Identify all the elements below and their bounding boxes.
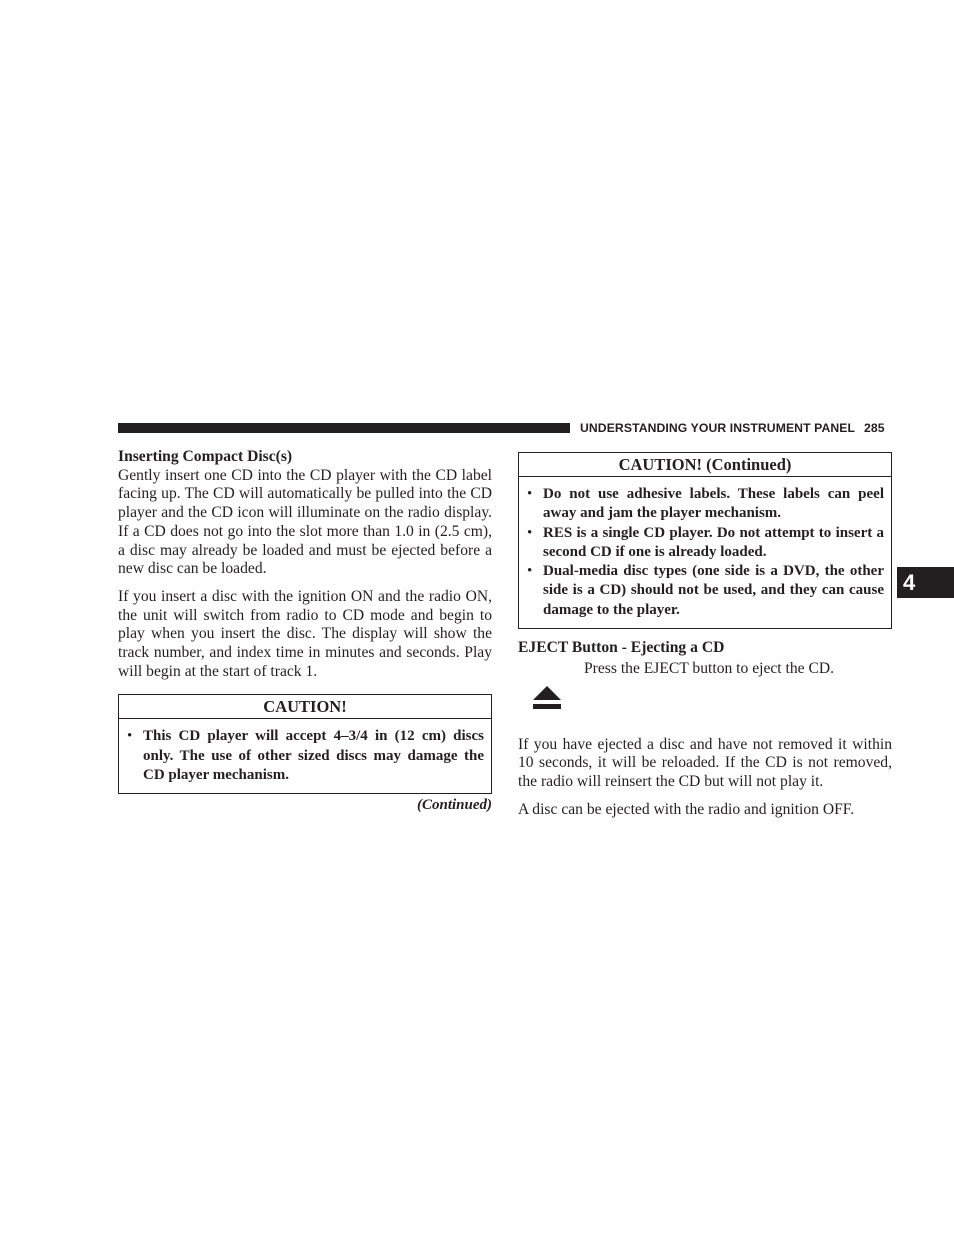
caution-box bbox=[518, 452, 892, 629]
caution-item: • Dual-media disc types (one side is a DVD, the other side is a CD) should not be used, and they can cause damage to the player. bbox=[543, 562, 884, 620]
caution-title: CAUTION! bbox=[119, 695, 491, 719]
chapter-tab: 4 bbox=[897, 567, 954, 598]
page-number: 285 bbox=[864, 421, 885, 435]
caution-item: • This CD player will accept 4–3/4 in (12 cm) discs only. The use of other sized discs may damage the CD player mechanism. bbox=[143, 727, 484, 785]
eject-instruction: Press the EJECT button to eject the CD. bbox=[584, 659, 835, 677]
caution-item: • Do not use adhesive labels. These labels can peel away and jam the player mechanism. bbox=[543, 485, 884, 524]
caution-list bbox=[119, 719, 491, 793]
left-column bbox=[118, 448, 492, 814]
caution-item: • RES is a single CD player. Do not attempt to insert a second CD if one is already loaded. bbox=[543, 524, 884, 563]
caution-list bbox=[519, 477, 891, 628]
paragraph: Gently insert one CD into the CD player with the CD label facing up. The CD will automatically be pulled into the CD player and the CD icon will illuminate on the radio display. If a CD does not go into the slot more than 1.0 in (2.5 cm), a disc may already be loaded and must be ejected before a new disc can be loaded. bbox=[118, 466, 492, 578]
continued-label: (Continued) bbox=[416, 797, 492, 814]
section-heading: EJECT Button - Ejecting a CD bbox=[518, 639, 725, 657]
caution-box bbox=[118, 694, 492, 794]
paragraph: If you have ejected a disc and have not removed it within 10 seconds, it will be reloaded. If the CD is not removed, the radio will reinsert the CD but will not play it. bbox=[518, 735, 892, 791]
running-header bbox=[580, 420, 891, 436]
section-heading: Inserting Compact Disc(s) bbox=[118, 448, 293, 465]
paragraph: If you insert a disc with the ignition ON and the radio ON, the unit will switch from radio to CD mode and begin to play when you insert the disc. The display will show the track number, and index time in minutes and seconds. Play will begin at the start of track 1. bbox=[118, 587, 492, 680]
paragraph: A disc can be ejected with the radio and ignition OFF. bbox=[518, 800, 855, 818]
right-column bbox=[518, 452, 892, 829]
eject-block bbox=[518, 660, 892, 736]
eject-icon bbox=[532, 686, 562, 710]
section-title: UNDERSTANDING YOUR INSTRUMENT PANEL bbox=[580, 421, 856, 435]
caution-title: CAUTION! (Continued) bbox=[519, 453, 891, 477]
header-rule bbox=[118, 423, 570, 433]
